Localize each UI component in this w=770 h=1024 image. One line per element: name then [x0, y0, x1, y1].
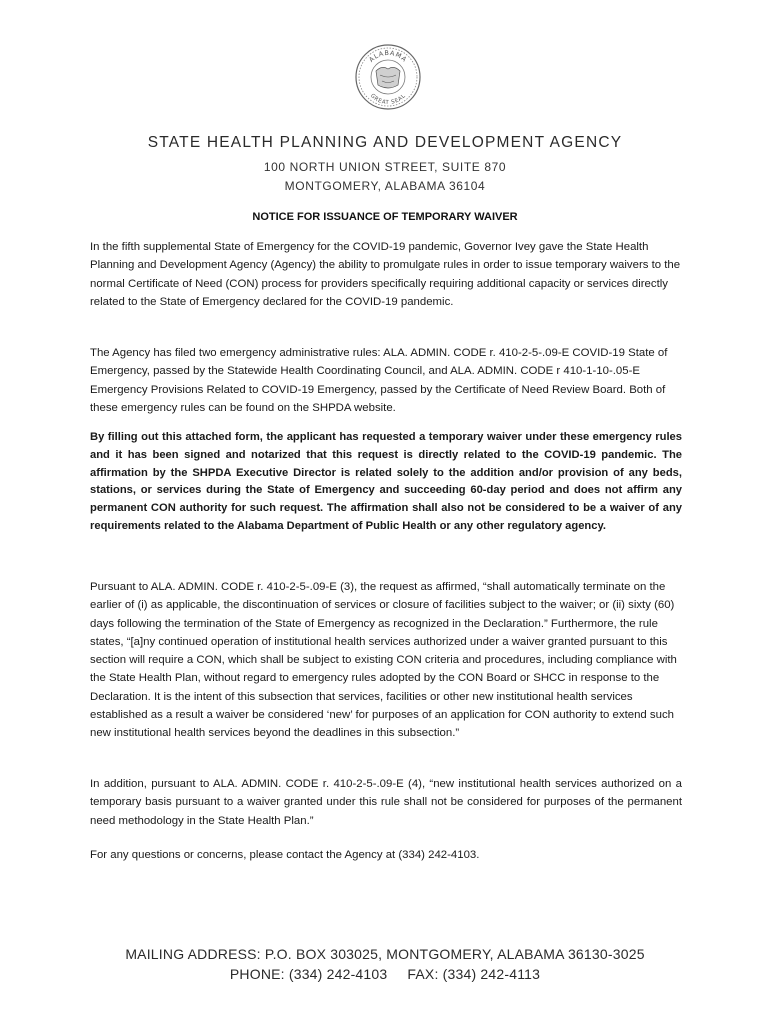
- svg-text:GREAT SEAL: [369, 93, 407, 106]
- notice-title: NOTICE FOR ISSUANCE OF TEMPORARY WAIVER: [252, 211, 518, 223]
- footer-contact-numbers: [0, 966, 770, 982]
- agency-address-line-1: 100 NORTH UNION STREET, SUITE 870: [263, 160, 507, 174]
- agency-name: STATE HEALTH PLANNING AND DEVELOPMENT AGENCY: [147, 134, 623, 151]
- seal-bottom-text: GREAT SEAL: [368, 93, 408, 107]
- agency-address-line-2: MONTGOMERY, ALABAMA 36104: [284, 179, 486, 193]
- footer-mailing-address: MAILING ADDRESS: P.O. BOX 303025, MONTGOMERY, ALABAMA 36130-3025: [125, 946, 645, 962]
- seal-top-text: ALABAMA: [367, 48, 409, 64]
- paragraph-applicant-affirmation: By filling out this attached form, the applicant has requested a temporary waiver under these emergency rules and it has been signed and notarized that this request is directly related to the COVID-19 pandemic. The affirmation by the SHPDA Executive Director is related solely to the addition and/or provision of any beds, stations, or services during the State of Emergency and succeeding 60-day period and does not affirm any permanent CON authority for such request. The affirmation shall also not be considered to be a waiver of any requirements related to the Alabama Department of Public Health or any other regulatory agency.: [90, 431, 682, 532]
- footer-phone: PHONE: (334) 242-4103: [229, 966, 388, 982]
- paragraph-waiver-termination: Pursuant to ALA. ADMIN. CODE r. 410-2-5-.09-E (3), the request as affirmed, “shall automatically terminate on the earlier of (i) as applicable, the discontinuation of services or closure of facilities subject to the waiver; or (ii) sixty (60) days following the termination of the State of Emergency as recognized in the Declaration.” Furthermore, the rule states, “[a]ny continued operation of institutional health services authorized under a waiver granted pursuant to this section will require a CON, which shall be subject to existing CON criteria and procedures, including compliance with the State Health Plan, without regard to emergency rules adopted by the CON Board or SHCC in response to the Declaration. It is the intent of this subsection that services, facilities or other new institutional health services established as a result a waiver be considered ‘new’ for purposes of an application for CON authority to extend such new institutional health services beyond the deadlines in this subsection.”: [90, 581, 677, 740]
- svg-text:ALABAMA: [367, 49, 408, 64]
- paragraph-contact: For any questions or concerns, please contact the Agency at (334) 242-4103.: [90, 849, 480, 861]
- paragraph-need-methodology: In addition, pursuant to ALA. ADMIN. CODE r. 410-2-5-.09-E (4), “new institutional health services authorized on a temporary basis pursuant to a waiver granted under this rule shall not be considered for purposes of the permanent need methodology in the State Health Plan.”: [90, 778, 682, 827]
- paragraph-covid-emergency: In the fifth supplemental State of Emergency for the COVID-19 pandemic, Governor Ivey gave the State Health Planning and Development Agency (Agency) the ability to promulgate rules in order to issue temporary waivers to the normal Certificate of Need (CON) process for providers specifically requiring additional capacity or services directly related to the State of Emergency declared for the COVID-19 pandemic.: [90, 241, 681, 308]
- footer-fax: FAX: (334) 242-4113: [407, 966, 541, 982]
- alabama-great-seal-icon: [354, 43, 422, 111]
- paragraph-emergency-rules: The Agency has filed two emergency administrative rules: ALA. ADMIN. CODE r. 410-2-5-.09-E COVID-19 State of Emergency, passed by the Statewide Health Coordinating Council, and ALA. ADMIN. CODE r 410-1-10-.05-E Emergency Provisions Related to COVID-19 Emergency, passed by the Certificate of Need Review Board. Both of these emergency rules can be found on the SHPDA website.: [90, 347, 668, 414]
